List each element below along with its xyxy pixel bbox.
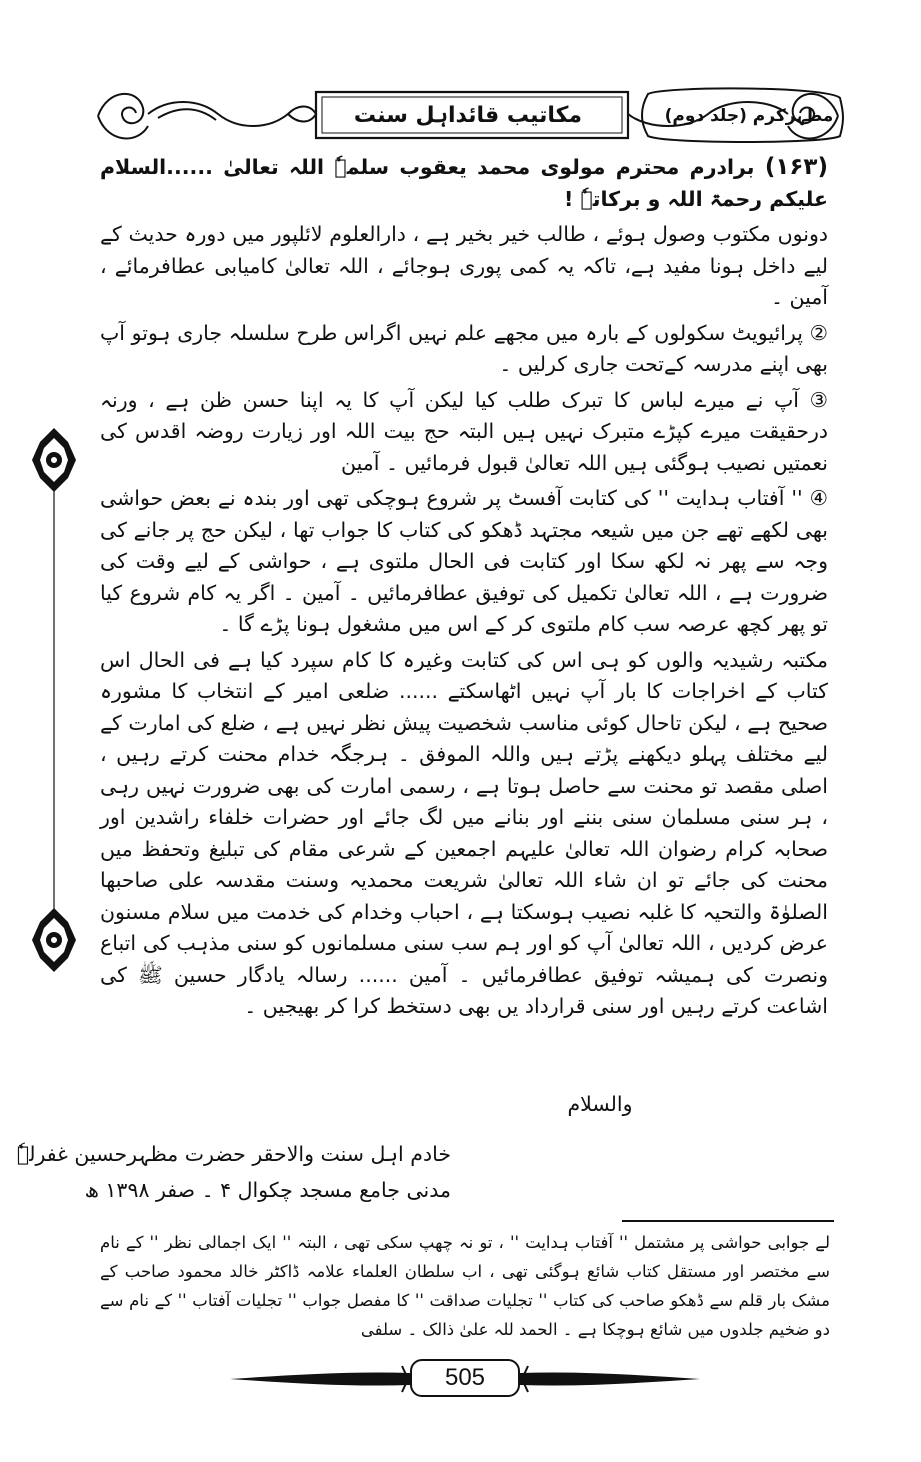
paragraph-1: دونوں مکتوب وصول ہوئے ، طالب خیر بخیر ہے ، دارالعلوم لائلپور میں دورہ حدیث کے لیے داخل ہونا مفید ہے، تاکہ یہ کمی پوری ہوجائے ، اللہ تعالیٰ کامیابی عطافرمائے ، آمین ۔: [100, 222, 828, 309]
paragraph-2: ② پرائیویٹ سکولوں کے بارہ میں مجھے علم نہیں اگراس طرح سلسلہ جاری ہوتو آپ بھی اپنے مدرسہ کےتحت جاری کرلیں ۔: [100, 320, 828, 376]
footnote: لے جوابی حواشی پر مشتمل '' آفتاب ہدایت '' ، تو نہ چھپ سکی تھی ، البتہ '' ایک اجمالی نظر '' کے نام سے مختصر اور مستقل کتاب شائع ہوگئی تھی ، اب سلطان العلماء علامہ ڈاکٹر خالد محمود صاحب کے مشک بار قلم سے ڈھکو صاحب کی کتاب '' تجلیات صداقت '' کا مفصل جواب '' تجلیات آفتاب '' کے نام سے دو ضخیم جلدوں میں شائع ہوچکا ہے ۔ الحمد للہ علیٰ ذالک ۔ سلفی: [100, 1233, 830, 1339]
paragraph-5: مکتبہ رشیدیہ والوں کو ہی اس کی کتابت وغیرہ کا کام سپرد کیا ہے فی الحال اس کتاب کے اخراجات کا بار آپ نہیں اٹھاسکتے ...... ضلعی امیر کے انتخاب کا مشورہ صحیح ہے ، لیکن تاحال کوئی مناسب شخصیت پیش نظر نہیں ہے ، ضلع کی امارت کے لیے مختلف پہلو دیکھنے پڑتے ہیں واللہ الموفق ۔ ہرجگہ خدام محنت کرتے رہیں ، اصلی مقصد تو محنت سے حاصل ہوتا ہے ، رسمی امارت کی بھی ضرورت نہیں رہی ، ہر سنی مسلمان سنی بننے اور بنانے میں لگ جائے اور حضرات خلفاء راشدین اور صحابہ کرام رضوان اللہ تعالیٰ علیہم اجمعین کے شرعی مقام کی تبلیغ وتحفظ میں محنت کی جائے تو ان شاء اللہ تعالیٰ شریعت محمدیہ وسنت مقدسہ علی صاحبھا الصلوٰۃ والتحیہ کا غلبہ نصیب ہوسکتا ہے ، احباب وخدام کی خدمت میں سلام مسنون عرض کردیں ، اللہ تعالیٰ آپ کو اور ہم سب سنی مسلمانوں کو سنی مذہب کی اتباع ونصرت کی ہمیشہ توفیق عطافرمائیں ۔ آمین ...... رسالہ یادگار حسین ﷺ کی اشاعت کرتے رہیں اور سنی قرارداد یں بھی دستخط کرا کر بھیجیں ۔: [100, 647, 828, 1018]
letter-body: [100, 152, 828, 1027]
header-volume: مظہرکرم (جلد دوم): [664, 105, 834, 126]
side-ornament: [24, 420, 84, 980]
letter-opening: [100, 152, 828, 215]
page-header: [88, 78, 848, 150]
paragraph-3: ③ آپ نے میرے لباس کا تبرک طلب کیا لیکن آپ کا یہ اپنا حسن ظن ہے ، ورنہ درحقیقت میرے کپڑے متبرک نہیں ہیں البتہ حج بیت اللہ اور زیارت روضہ اقدس کی نعمتیں نصیب ہوگئی ہیں اللہ تعالیٰ قبول فرمائیں ۔ آمین: [100, 387, 828, 475]
page-number: 505: [444, 1364, 486, 1391]
rosette-top-icon: [32, 428, 76, 492]
greeting: برادرم محترم مولوی محمد یعقوب سلمہٗ اللہ تعالیٰ ......السلام علیکم رحمۃ اللہ و برکاتہٗ !: [100, 155, 828, 211]
header-title: مکاتیب قائداہل سنت: [353, 102, 583, 128]
page-footer: [230, 1356, 700, 1402]
rosette-bottom-icon: [32, 908, 76, 972]
closing-salam: والسلام: [567, 1092, 633, 1116]
header-volume-box: [654, 94, 844, 136]
footnote-rule: [622, 1220, 834, 1222]
signature-name: خادم اہل سنت والاحقر حضرت مظہرحسین غفرلہٗ: [16, 1142, 451, 1166]
signature-place-date: مدنی جامع مسجد چکوال ۴ ۔ صفر ۱۳۹۸ ھ: [84, 1178, 451, 1202]
letter-number: (۱۶۳): [764, 154, 828, 180]
header-title-box: [308, 92, 628, 138]
paragraph-4: ④ '' آفتاب ہدایت '' کی کتابت آفسٹ پر شروع ہوچکی تھی اور بندہ نے بعض حواشی بھی لکھے تھے جن میں شیعہ مجتہد ڈھکو کی کتاب کا جواب تھا ، لیکن حج پر جانے کی وجہ سے پھر نہ لکھ سکا اور کتابت فی الحال ملتوی ہے ، حواشی کے لیے وقت کی ضرورت ہے ، اللہ تعالیٰ تکمیل کی توفیق عطافرمائیں ۔ آمین ۔ اگر یہ کام شروع کیا تو پھر کچھ عرصہ سب کام ملتوی کر کے اس میں مشغول ہونا پڑے گا ۔: [100, 486, 828, 636]
page-number-box: [410, 1359, 520, 1397]
